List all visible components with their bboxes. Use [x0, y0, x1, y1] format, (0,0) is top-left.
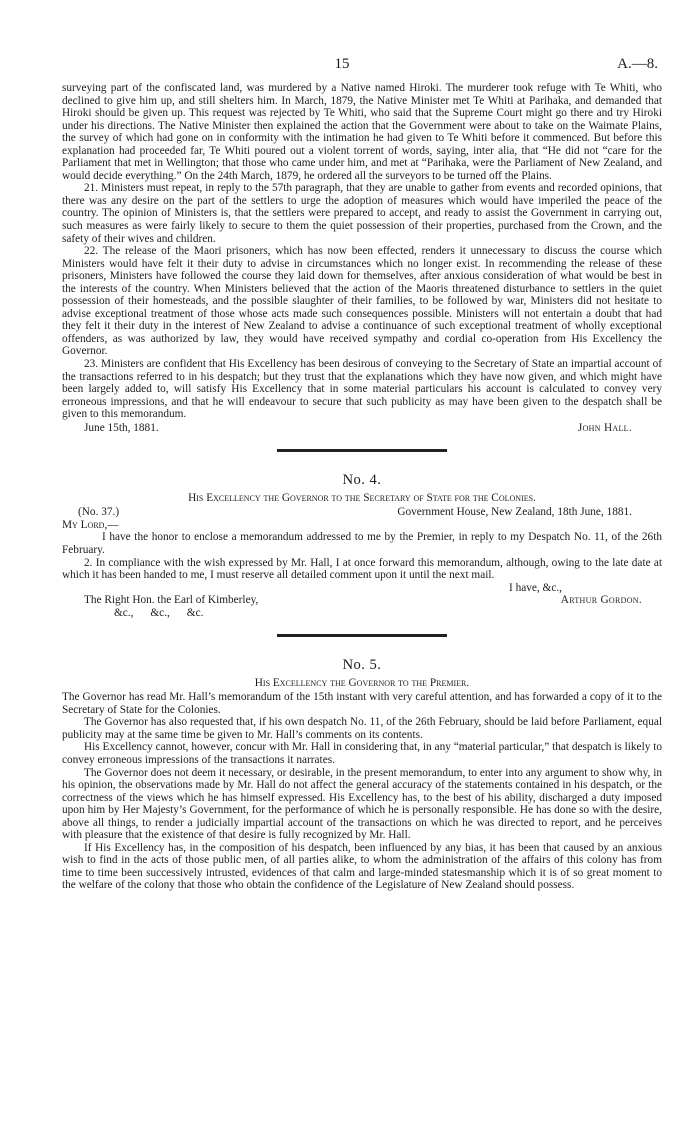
salutation: My Lord,—: [62, 518, 119, 531]
section-subheading: His Excellency the Governor to the Premier.: [254, 677, 470, 690]
section-divider: [277, 449, 447, 452]
memorandum-continuation: [62, 82, 662, 434]
governor-paragraph-5: If His Excellency has, in the composition of his despatch, been influenced by any bias, it has been that caused by an anxious wish to find in the acts of those public men, of all parties alike, to whom the administration of the affairs of this colony has from time to time been successively intrusted, evidences of that calm and large-minded statesmanship which it is of so great moment to the welfare of the colony that those who obtain the confidence of the Legislature of New Zealand should possess.: [62, 841, 662, 892]
paragraph-21: 21. Ministers must repeat, in reply to the 57th paragraph, that they are unable to gather from events and recorded opinions, that there was any desire on the part of the settlers to urge the adoption of measures which would have imperiled the peace of the country. The opinion of Ministers is, that the settlers were prepared to accept, and ready to assist the Government in carrying out, such measures as were fairly likely to secure to them the quiet possession of their properties, purchased from the Crown, and the safety of their wives and children.: [62, 182, 662, 245]
governor-paragraph-1: The Governor has read Mr. Hall’s memorandum of the 15th instant with very careful attention, and has forwarded a copy of it to the Secretary of State for the Colonies.: [62, 691, 662, 716]
despatch-body: [62, 519, 662, 582]
paragraph-23: 23. Ministers are confident that His Excellency has been desirous of conveying to the Secretary of State an impartial account of the transactions referred to in his despatch; but they trust that the explanations which they have now given, and which might have been largely added to, will satisfy His Excellency that in some material particulars his account is calculated to convey very erroneous impressions, and that he will endeavour to secure that such publicity as may have been given to the despatch shall be given to this memorandum.: [62, 358, 662, 421]
place-and-date: Government House, New Zealand, 18th June, 1881.: [397, 506, 632, 519]
paragraph-22: 22. The release of the Maori prisoners, which has now been effected, renders it unnecessary to discuss the course which Ministers would have felt it their duty to advise in circumstances which no longer exist. In recommending the release of these prisoners, Ministers have followed the course they laid down for themselves, after anxious consideration of what would be best in the interests of the country. When Ministers believed that the action of the Maoris threatened disturbance to settlers in the quiet possession of their homesteads, and the possible slaughter of their families, to be followed by war, Ministers did not hesitate to advise exceptional treatment of those whose acts made such consequences possible. Ministers will not entertain a doubt that had they felt it their duty in the interest of New Zealand to advise a continuance of such exceptional treatment of wholly exceptional offenders, as was authorized by law, they would have received sympathy and cordial co-operation from His Excellency the Governor.: [62, 245, 662, 358]
governor-paragraph-2: The Governor has also requested that, if his own despatch No. 11, of the 26th February, should be laid before Parliament, equal publicity may at the same time be given to Mr. Hall’s comments on its contents.: [62, 716, 662, 741]
page-number: 15: [334, 56, 350, 72]
memorandum-signoff: [62, 422, 662, 435]
closing-row: [62, 582, 662, 595]
despatch-number: (No. 37.): [78, 506, 120, 519]
closing: I have, &c.,: [508, 581, 562, 594]
section-heading: No. 4.: [342, 472, 382, 489]
section-no-4: [62, 471, 662, 619]
etc-line: &c., &c., &c.: [114, 606, 204, 619]
despatch-signature: Arthur Gordon.: [560, 594, 642, 607]
memorandum-date: June 15th, 1881.: [84, 421, 159, 434]
addressee: The Right Hon. the Earl of Kimberley,: [84, 594, 259, 607]
memorandum-body: [62, 691, 662, 892]
section-divider: [277, 634, 447, 637]
section-subheading: His Excellency the Governor to the Secretary of State for the Colonies.: [188, 492, 536, 505]
page-header: [62, 56, 662, 80]
document-reference: A.—8.: [617, 56, 658, 72]
section-heading: No. 5.: [342, 657, 382, 674]
despatch-paragraph-1: I have the honor to enclose a memorandum addressed to me by the Premier, in reply to my Despatch No. 11, of the 26th February.: [62, 531, 662, 556]
paragraph-20-continued: surveying part of the confiscated land, was murdered by a Native named Hiroki. The murderer took refuge with Te Whiti, who declined to give him up, and still shelters him. In March, 1879, the Native Minister met Te Whiti at Parihaka, and demanded that Hiroki should be given up. This request was rejected by Te Whiti, who said that the Supreme Court might go there and try Hiroki under his directions. The Native Minister then explained the action that the Government were about to take on the Waimate Plains, the survey of which had gone on in conformity with the intimation he had given to Te Whiti before it commenced. But before this explanation had proceeded far, Te Whiti poured out a violent torrent of words, saying, inter alia, that “He did not “care for the Parliament that met in Wellington; that those who came under him, and met at “Parihaka, were the Parliament of New Zealand, and would decide everything.” On the 24th March, 1879, he ordered all the surveyors to be turned off the Plains.: [62, 82, 662, 182]
despatch-paragraph-2: 2. In compliance with the wish expressed by Mr. Hall, I at once forward this memorandum, although, owing to the late date at which it has been handed to me, I must reserve all detailed comment upon it until the next mail.: [62, 556, 662, 582]
governor-paragraph-3: His Excellency cannot, however, concur with Mr. Hall in considering that, in any “material particular,” that despatch is likely to convey erroneous impressions of the transactions it narrates.: [62, 741, 662, 766]
addressee-row: [62, 594, 662, 607]
document-page: [62, 56, 662, 892]
despatch-reference-row: [62, 506, 662, 519]
governor-paragraph-4: The Governor does not deem it necessary, or desirable, in the present memorandum, to enter into any argument to show why, in his opinion, the observations made by Mr. Hall do not affect the general accuracy of the statements contained in his despatch, or the correctness of the views which he has himself expressed. His Excellency has, to the best of his ability, discharged a duty imposed upon him by Her Majesty’s Government, for the performance of which he is personally responsible. He has done so with the desire, above all things, to render a judicially impartial account of the transactions on which he was directed to report, and he perceives with pleasure that the existence of that desire is fully recognized by Mr. Hall.: [62, 766, 662, 842]
section-no-5: [62, 656, 662, 892]
memorandum-signature: John Hall.: [577, 421, 632, 434]
